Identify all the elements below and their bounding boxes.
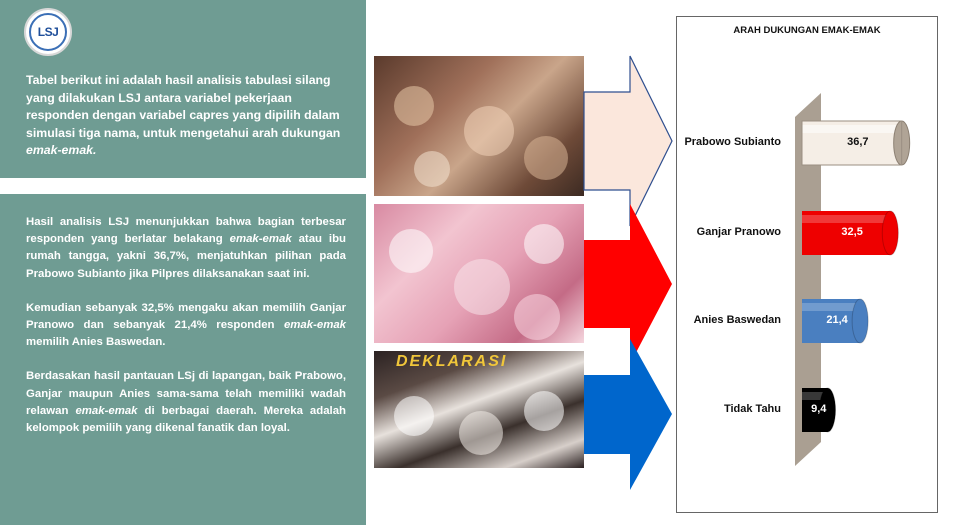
value-label: 9,4 bbox=[811, 403, 827, 415]
intro-panel bbox=[0, 0, 366, 178]
photo-anies-crowd bbox=[374, 351, 584, 468]
arrow-ganjar bbox=[584, 204, 672, 364]
lsj-logo-text: LSJ bbox=[29, 13, 67, 51]
bar-highlight bbox=[802, 215, 890, 223]
paragraph-ganjar-anies: Kemudian sebanyak 32,5% mengaku akan memilih Ganjar Pranowo dan sebanyak 21,4% responden emak-emak memilih Anies Baswedan. bbox=[26, 301, 346, 349]
arrow-anies bbox=[584, 339, 672, 490]
analysis-text bbox=[26, 214, 346, 454]
paragraph-prabowo: Hasil analisis LSJ menunjukkan bahwa bagian terbesar responden yang berlatar belakang emak-emak atau ibu rumah tangga, yakni 36,7%, menjatuhkan pilihan pada Prabowo Subianto jika Pilpres dilaksanakan saat ini. bbox=[26, 216, 346, 280]
arrow-prabowo bbox=[584, 56, 672, 226]
value-label: 21,4 bbox=[826, 314, 848, 326]
bar-cap bbox=[882, 211, 898, 255]
category-label: Prabowo Subianto bbox=[684, 136, 781, 148]
category-label: Ganjar Pranowo bbox=[696, 226, 781, 238]
bar-chart bbox=[677, 17, 939, 514]
value-label: 36,7 bbox=[847, 136, 869, 148]
chart-panel bbox=[676, 16, 938, 513]
paragraph-relawan: Berdasakan hasil pantauan LSj di lapangan, baik Prabowo, Ganjar maupun Anies sama-sama telah memiliki wadah relawan emak-emak di berbagai daerah. Mereka adalah kelompok pemilih yang dikenal fanatik dan loyal. bbox=[26, 370, 346, 435]
value-label: 32,5 bbox=[841, 226, 863, 238]
lsj-logo bbox=[24, 8, 72, 56]
chart-title: ARAH DUKUNGAN EMAK-EMAK bbox=[733, 25, 881, 36]
intro-text: Tabel berikut ini adalah hasil analisis tabulasi silang yang dilakukan LSJ antara variabel pekerjaan responden dengan variabel capres yang dipilih dalam simulasi tiga nama, untuk mengetahui arah dukungan emak-emak. bbox=[26, 73, 341, 158]
intro-emphasis: emak-emak. bbox=[26, 143, 97, 158]
category-label: Tidak Tahu bbox=[723, 403, 781, 415]
bar-highlight bbox=[802, 125, 902, 133]
photo-ganjar-crowd bbox=[374, 204, 584, 343]
photo-banner-text: DEKLARASI bbox=[396, 353, 508, 370]
photo-prabowo-crowd bbox=[374, 56, 584, 196]
category-label: Anies Baswedan bbox=[693, 314, 781, 326]
arrows-group bbox=[576, 50, 676, 490]
bar-highlight bbox=[802, 303, 860, 311]
